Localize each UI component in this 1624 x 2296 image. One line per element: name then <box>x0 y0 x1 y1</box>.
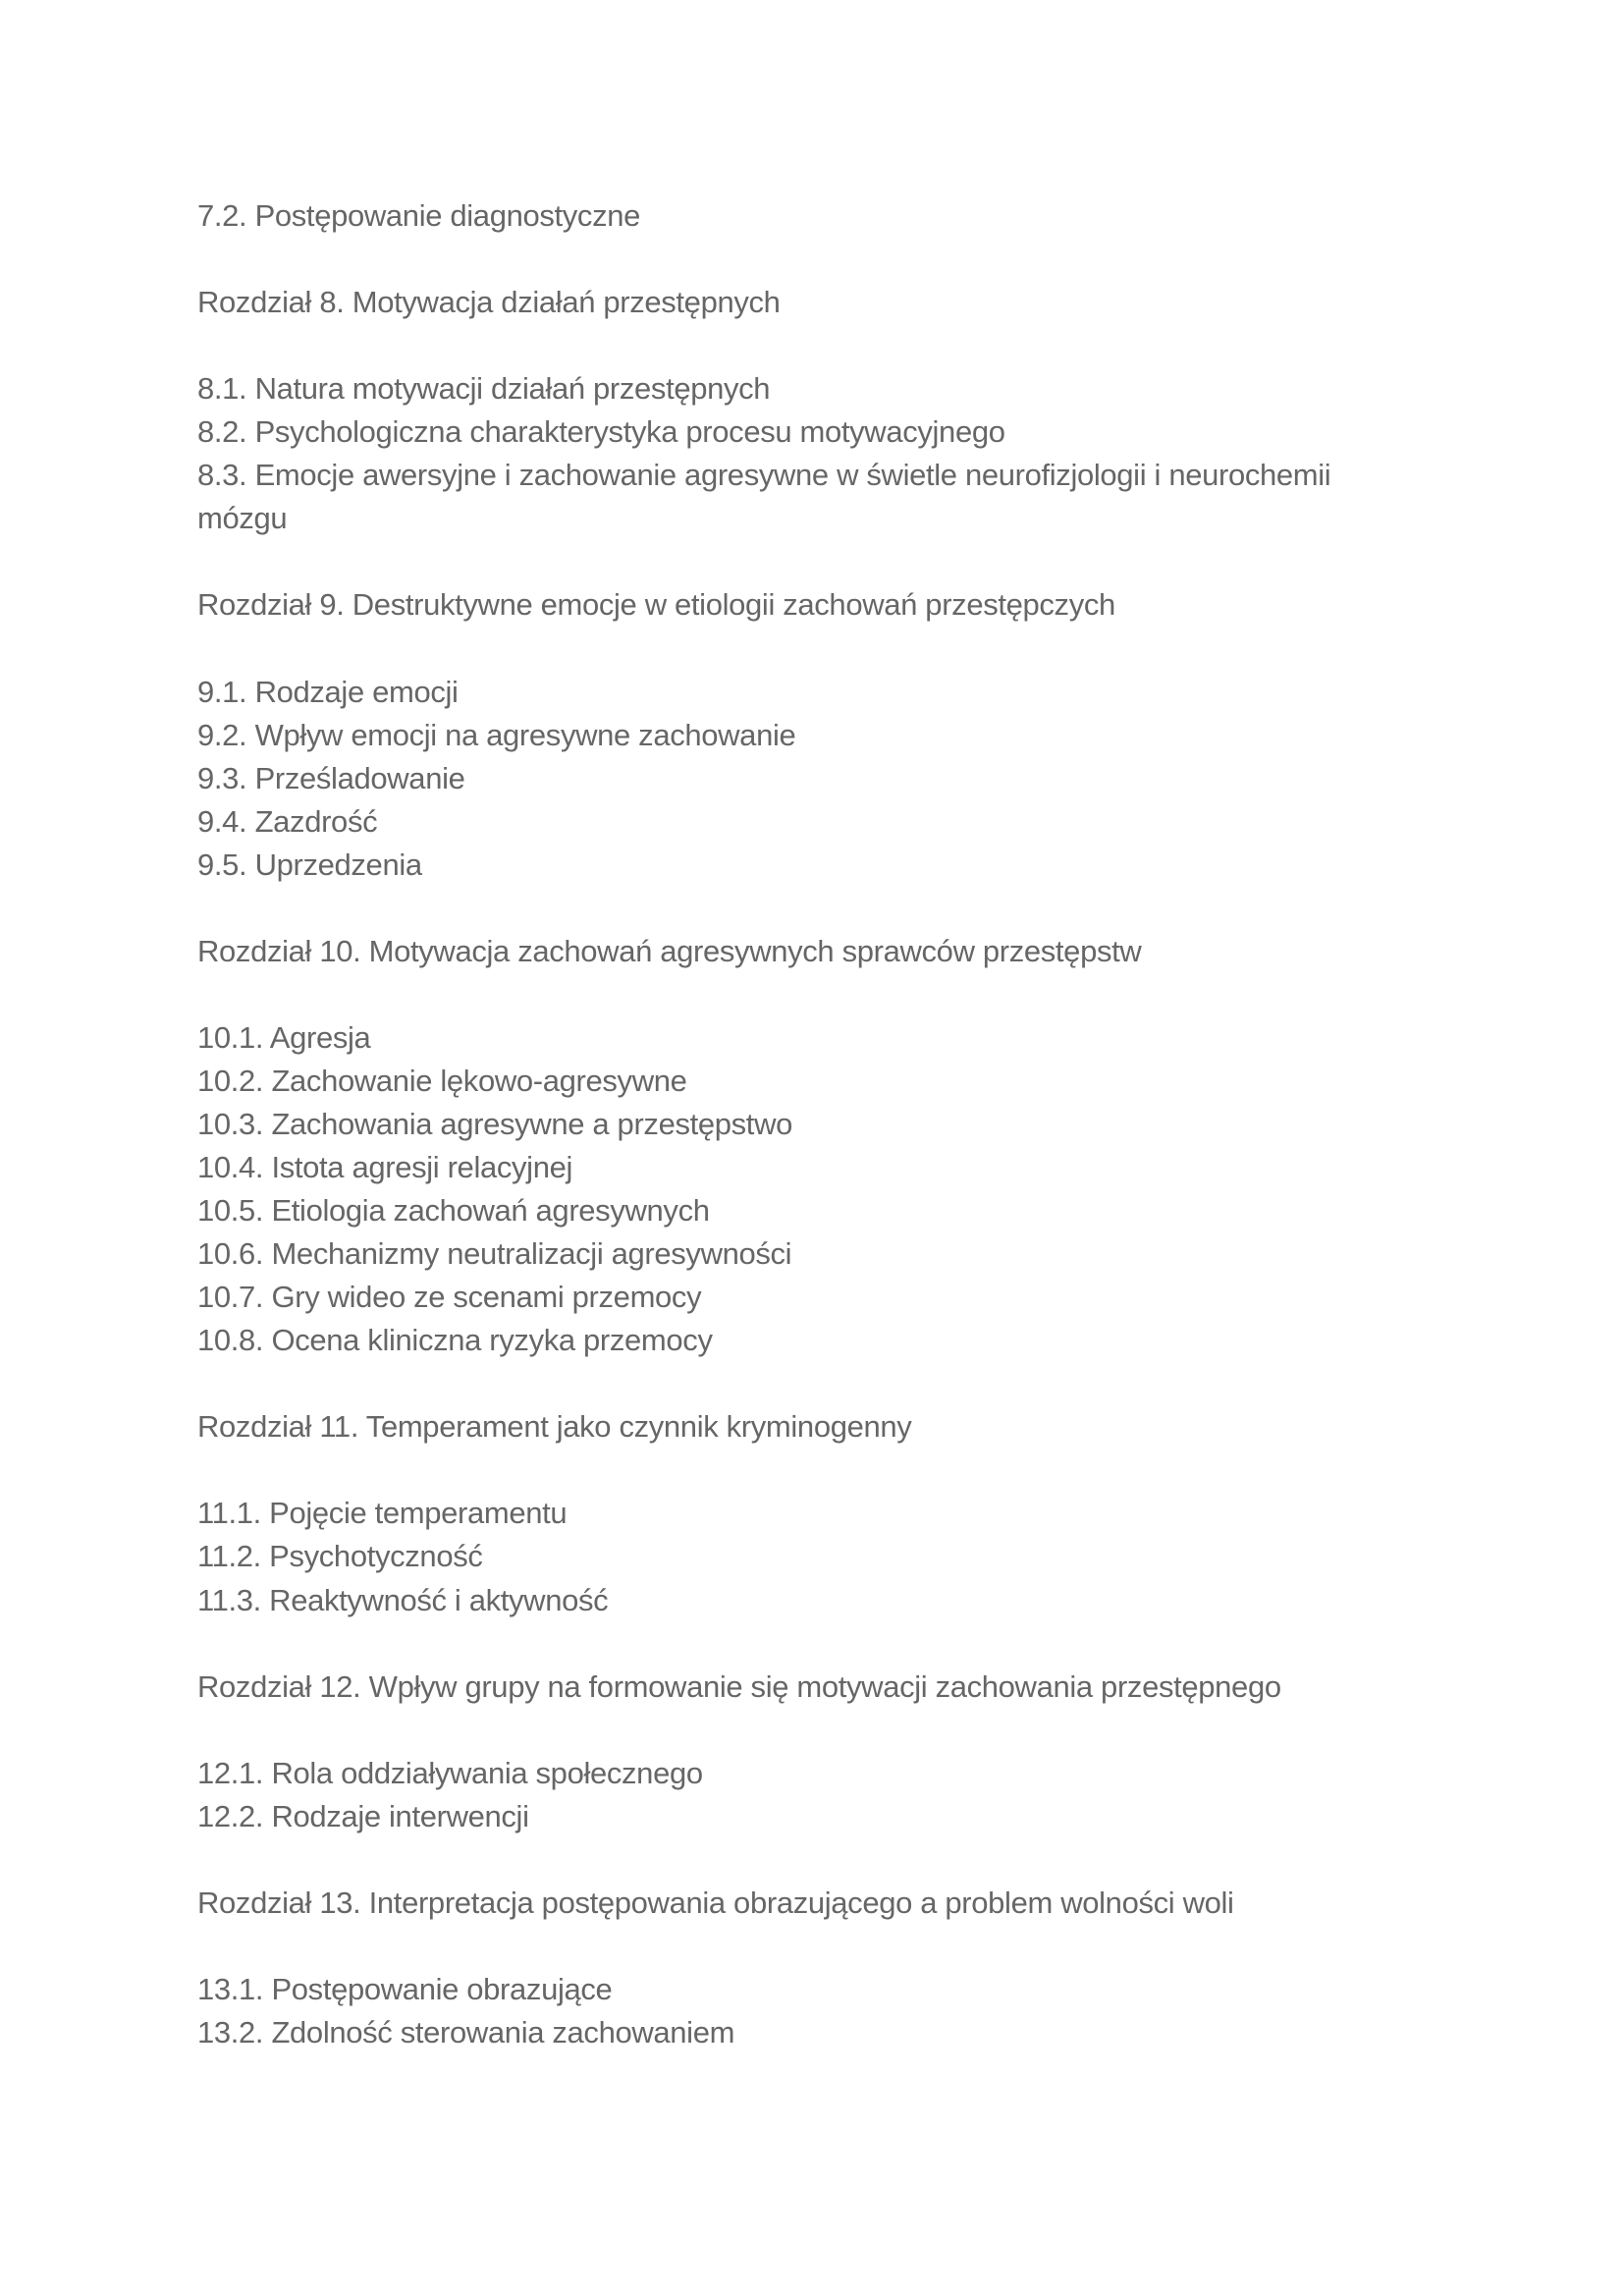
spacer <box>197 887 1435 930</box>
toc-item-13-2: 13.2. Zdolność sterowania zachowaniem <box>197 2014 735 2050</box>
toc-item-11-1: 11.1. Pojęcie temperamentu <box>197 1496 568 1531</box>
toc-item-8-1: 8.1. Natura motywacji działań przestępnych <box>197 371 771 407</box>
toc-item-12-2: 12.2. Rodzaje interwencji <box>197 1798 529 1833</box>
spacer <box>197 973 1435 1016</box>
toc-item-8-3: 8.3. Emocje awersyjne i zachowanie agresywne w świetle neurofizjologii i neurochemii <box>197 458 1331 493</box>
table-of-contents-page <box>197 194 1435 2054</box>
toc-item-9-3: 9.3. Prześladowanie <box>197 760 465 795</box>
toc-item-10-7: 10.7. Gry wideo ze scenami przemocy <box>197 1280 702 1315</box>
toc-item-10-4: 10.4. Istota agresji relacyjnej <box>197 1150 573 1185</box>
spacer <box>197 627 1435 670</box>
spacer <box>197 540 1435 583</box>
toc-item-12-1: 12.1. Rola oddziaływania społecznego <box>197 1755 703 1790</box>
toc-item-10-1: 10.1. Agresja <box>197 1019 371 1055</box>
chapter-heading-11: Rozdział 11. Temperament jako czynnik kryminogenny <box>197 1409 912 1445</box>
spacer <box>197 1362 1435 1405</box>
chapter-heading-12: Rozdział 12. Wpływ grupy na formowanie się motywacji zachowania przestępnego <box>197 1668 1281 1704</box>
spacer <box>197 1622 1435 1666</box>
spacer <box>197 324 1435 367</box>
toc-item-11-3: 11.3. Reaktywność i aktywność <box>197 1582 609 1617</box>
toc-item-9-2: 9.2. Wpływ emocji na agresywne zachowanie <box>197 717 796 752</box>
toc-item-11-2: 11.2. Psychotyczność <box>197 1539 483 1574</box>
toc-item-13-1: 13.1. Postępowanie obrazujące <box>197 1971 613 2006</box>
spacer <box>197 238 1435 281</box>
spacer <box>197 1709 1435 1752</box>
chapter-heading-13: Rozdział 13. Interpretacja postępowania obrazującego a problem wolności woli <box>197 1885 1234 1920</box>
toc-item-9-1: 9.1. Rodzaje emocji <box>197 674 459 709</box>
toc-item-8-3-continued: mózgu <box>197 501 288 536</box>
chapter-heading-9: Rozdział 9. Destruktywne emocje w etiologii zachowań przestępczych <box>197 587 1115 623</box>
toc-item-7-2: 7.2. Postępowanie diagnostyczne <box>197 198 641 233</box>
spacer <box>197 1838 1435 1882</box>
toc-item-9-5: 9.5. Uprzedzenia <box>197 847 422 882</box>
spacer <box>197 1449 1435 1492</box>
toc-item-8-2: 8.2. Psychologiczna charakterystyka procesu motywacyjnego <box>197 414 1005 450</box>
toc-item-10-6: 10.6. Mechanizmy neutralizacji agresywności <box>197 1236 792 1272</box>
chapter-heading-10: Rozdział 10. Motywacja zachowań agresywnych sprawców przestępstw <box>197 933 1142 968</box>
toc-item-10-8: 10.8. Ocena kliniczna ryzyka przemocy <box>197 1323 713 1358</box>
toc-item-10-5: 10.5. Etiologia zachowań agresywnych <box>197 1193 710 1229</box>
toc-item-10-3: 10.3. Zachowania agresywne a przestępstwo <box>197 1106 792 1141</box>
spacer <box>197 1925 1435 1968</box>
toc-item-10-2: 10.2. Zachowanie lękowo-agresywne <box>197 1063 687 1098</box>
chapter-heading-8: Rozdział 8. Motywacja działań przestępnych <box>197 285 781 320</box>
toc-item-9-4: 9.4. Zazdrość <box>197 803 378 839</box>
